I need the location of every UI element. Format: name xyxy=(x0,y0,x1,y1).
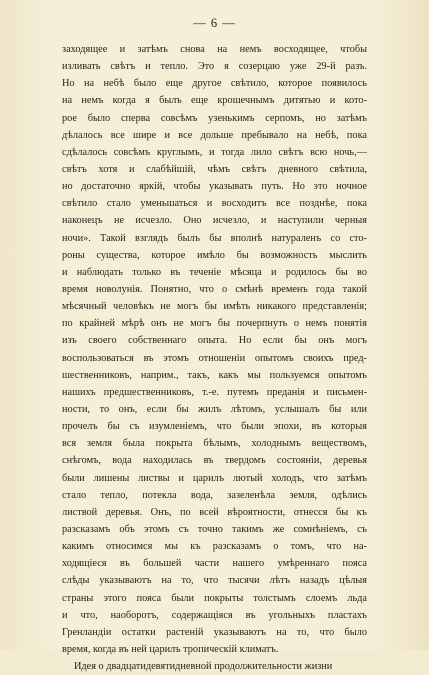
text-line: время новолунія. Понятно, что о смѣнѣ временъ года такой xyxy=(62,283,367,295)
text-line: ности, то онъ, если бы жилъ лѣтомъ, услышалъ бы или xyxy=(62,403,367,415)
text-line: рое было сперва совсѣмъ узенькимъ серпомъ, но затѣмъ xyxy=(62,112,367,124)
text-line: были лишены листвы и царилъ лютый холодъ, что затѣмъ xyxy=(62,472,367,484)
text-line: шественниковъ, наприм., такъ, какъ мы пользуемся опытомъ xyxy=(62,369,367,381)
text-line: прочелъ бы съ изумленіемъ, что были эпохи, въ которыя xyxy=(62,421,367,433)
text-line: слѣды указываютъ на то, что тысячи лѣтъ назадъ цѣлыя xyxy=(62,575,367,587)
text-line: и что, наоборотъ, содержащіяся въ угольныхъ пластахъ xyxy=(62,609,367,621)
page-number: — 6 — xyxy=(193,16,236,30)
text-line: разсказамъ объ этомъ съ точно такимъ же сомнѣніемъ, съ xyxy=(62,523,367,535)
text-line: на немъ когда я былъ еще крошечнымъ дитятью и кото- xyxy=(62,95,367,107)
body-text xyxy=(62,41,367,675)
text-line: вся земля была покрыта бѣлымъ, холоднымъ веществомъ, xyxy=(62,438,367,450)
text-line: стало тепло, потекла вода, зазеленѣла земля, одѣлись xyxy=(62,489,367,501)
text-line: мѣсячный человѣкъ не могъ бы имѣть никакого представленія; xyxy=(62,301,367,313)
text-line: и наблюдать только въ теченіе мѣсяца и родилось бы во xyxy=(62,266,367,278)
text-line: сдѣлалось совсѣмъ круглымъ, и тогда лило свѣтъ всю ночь,— xyxy=(62,146,367,158)
text-line: листвой деревья. Онъ, по всей вѣроятности, отнесся бы къ xyxy=(62,506,367,518)
text-line: время, когда въ ней царилъ тропическій климатъ. xyxy=(62,643,279,655)
text-line: нашихъ предшественниковъ, т.-е. путемъ преданія и письмен- xyxy=(62,386,367,398)
text-line: какимъ относимся мы къ разсказамъ о томъ, что на- xyxy=(62,541,367,553)
text-line: свѣтъ хотя и слабѣйшій, чѣмъ свѣтъ дневного свѣтила, xyxy=(62,163,367,175)
text-line: изъ своего собственнаго опыта. Но если бы онъ могъ xyxy=(62,335,367,347)
text-line: дѣлалось все шире и все дольше пребывало на небѣ, пока xyxy=(62,129,367,141)
text-line: воспользоваться въ этомъ отношеніи опытомъ своихъ пред- xyxy=(62,352,367,364)
text-line: роны существа, которое имѣло бы возможность мыслить xyxy=(62,249,367,261)
text-line: заходящее и затѣмъ снова на немъ восходящее, чтобы xyxy=(62,44,367,55)
text-line: изливать свѣтъ и тепло. Это я созерцаю уже 29-й разъ. xyxy=(62,61,367,73)
text-line: но достаточно яркій, чтобы указывать путь. Но это ночное xyxy=(62,181,367,193)
text-line: ходящіеся въ большей части нашего умѣреннаго пояса xyxy=(62,558,367,570)
text-line: ночи». Такой взглядъ былъ бы вполнѣ натураленъ со сто- xyxy=(62,232,367,244)
text-line: снѣгомъ, вода находилась въ твердомъ состояніи, деревья xyxy=(62,455,367,467)
text-line: Гренландіи остатки растеній указываютъ на то, что было xyxy=(62,626,367,638)
text-line: страны этого пояса были покрыты толстымъ слоемъ льда xyxy=(62,592,367,604)
text-line: по крайней мѣрѣ онъ не могъ бы почерпнуть о немъ понятія xyxy=(62,318,367,330)
text-line: свѣтило стало уменьшаться и восходитъ все позднѣе, пока xyxy=(62,198,367,210)
text-line: наконецъ не исчезло. Оно исчезло, и наступили черныя xyxy=(62,215,367,227)
text-line: Но на небѣ было еще другое свѣтило, которое появилось xyxy=(62,78,367,90)
text-line: Идея о двадцатидевятидневной продолжительности жизни xyxy=(74,661,333,673)
